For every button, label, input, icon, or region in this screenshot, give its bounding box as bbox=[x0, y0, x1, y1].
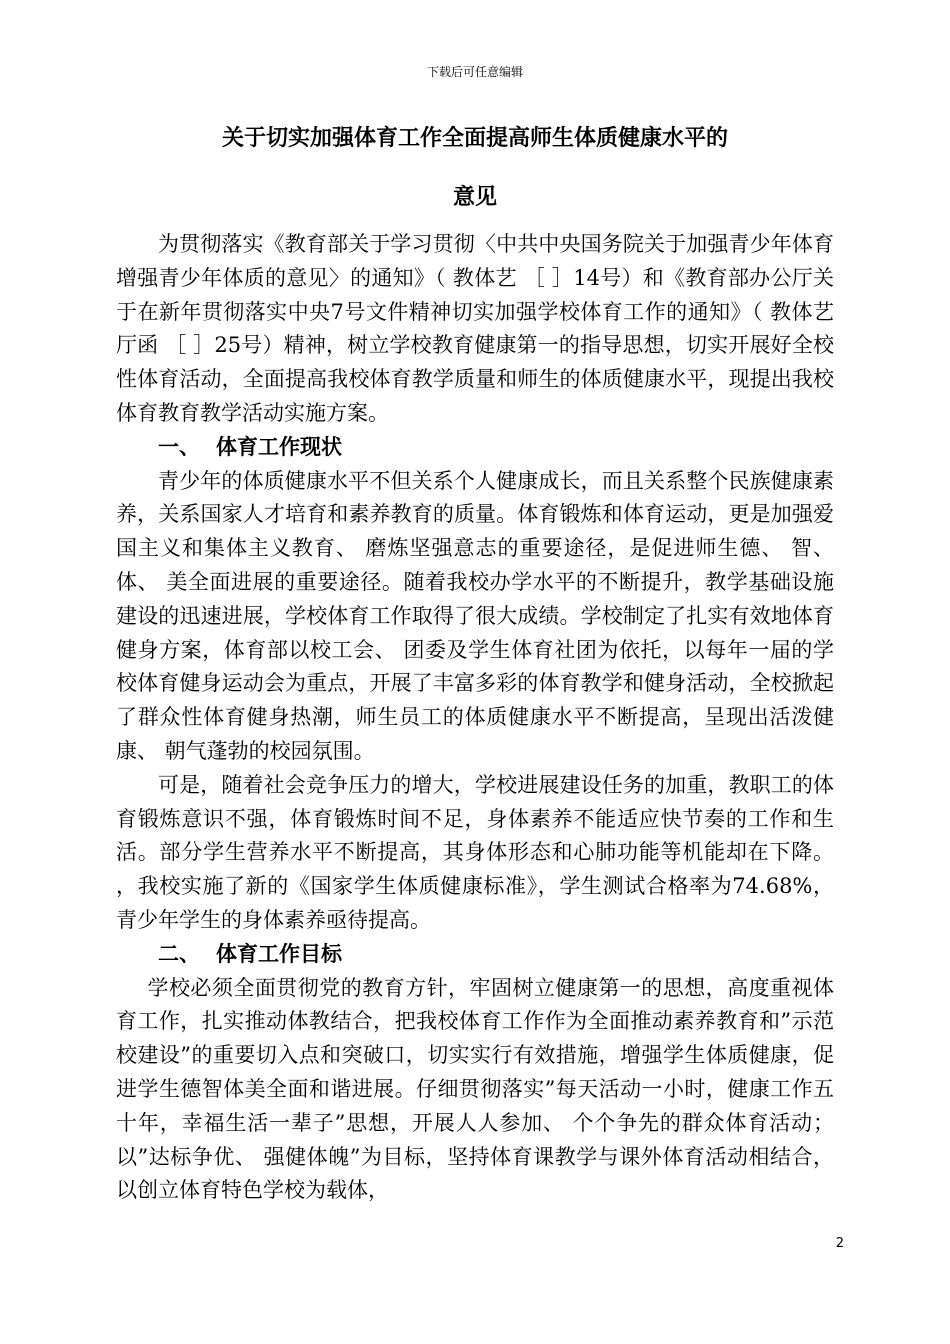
page-number: 2 bbox=[835, 1236, 844, 1251]
section-number: 一、 bbox=[158, 434, 200, 459]
document-body bbox=[116, 228, 834, 1208]
section-title: 体育工作目标 bbox=[216, 941, 342, 966]
section-heading-2 bbox=[116, 938, 834, 972]
document-title-line-1: 关于切实加强体育工作全面提高师生体质健康水平的 bbox=[221, 126, 728, 151]
paragraph-status: 青少年的体质健康水平不但关系个人健康成长，而且关系整个民族健康素养，关系国家人才培育和素养教育的质量。体育锻炼和体育运动，更是加强爱国主义和集体主义教育、 磨炼坚强意志的重要途径，是促进师生德、 智、 体、 美全面进展的重要途径。随着我校办学水平的不断提升，教学基础设施建设的迅速进展，学校体育工作取得了很大成绩。学校制定了扎实有效地体育健身方案，体育部以校工会、 团委及学生体育社团为依托，以每年一届的学校体育健身运动会为重点，开展了丰富多彩的体育教学和健身活动，全校掀起了群众性体育健身热潮，师生员工的体质健康水平不断提高，呈现出活泼健康、 朝气蓬勃的校园氛围。 bbox=[116, 468, 834, 763]
paragraph-intro: 为贯彻落实《教育部关于学习贯彻〈中共中央国务院关于加强青少年体育增强青少年体质的意见〉的通知》（ 教体艺 ［ ］14号）和《教育部办公厅关于在新年贯彻落实中央7号文件精神切实加强学校体育工作的通知》（ 教体艺厅函 ［ ］25号）精神，树立学校教育健康第一的指导思想，切实开展好全校性体育活动，全面提高我校体育教学质量和师生的体质健康水平，现提出我校体育教育教学活动实施方案。 bbox=[116, 232, 834, 425]
document-title-line-2: 意见 bbox=[452, 185, 497, 210]
section-number: 二、 bbox=[158, 941, 200, 966]
section-heading-1 bbox=[116, 431, 834, 465]
paragraph-goals: 学校必须全面贯彻党的教育方针，牢固树立健康第一的思想，高度重视体育工作，扎实推动体教结合，把我校体育工作作为全面推动素养教育和”示范校建设”的重要切入点和突破口，切实实行有效措施，增强学生体质健康，促进学生德智体美全面和谐进展。仔细贯彻落实”每天活动一小时，健康工作五十年，幸福生活一辈子”思想，开展人人参加、 个个争先的群众体育活动；以”达标争优、 强健体魄”为目标，坚持体育课教学与课外体育活动相结合，以创立体育特色学校为载体， bbox=[116, 975, 834, 1203]
paragraph-problems: 可是，随着社会竞争压力的增大，学校进展建设任务的加重，教职工的体育锻炼意识不强，体育锻炼时间不足，身体素养不能适应快节奏的工作和生活。部分学生营养水平不断提高，其身体形态和心肺功能等机能却在下降。 ，我校实施了新的《国家学生体质健康标准》，学生测试合格率为74.68%，青少年学生的身体素养亟待提高。 bbox=[116, 772, 834, 932]
page-header: 下载后可任意编辑 bbox=[426, 65, 523, 79]
section-title: 体育工作现状 bbox=[216, 434, 342, 459]
